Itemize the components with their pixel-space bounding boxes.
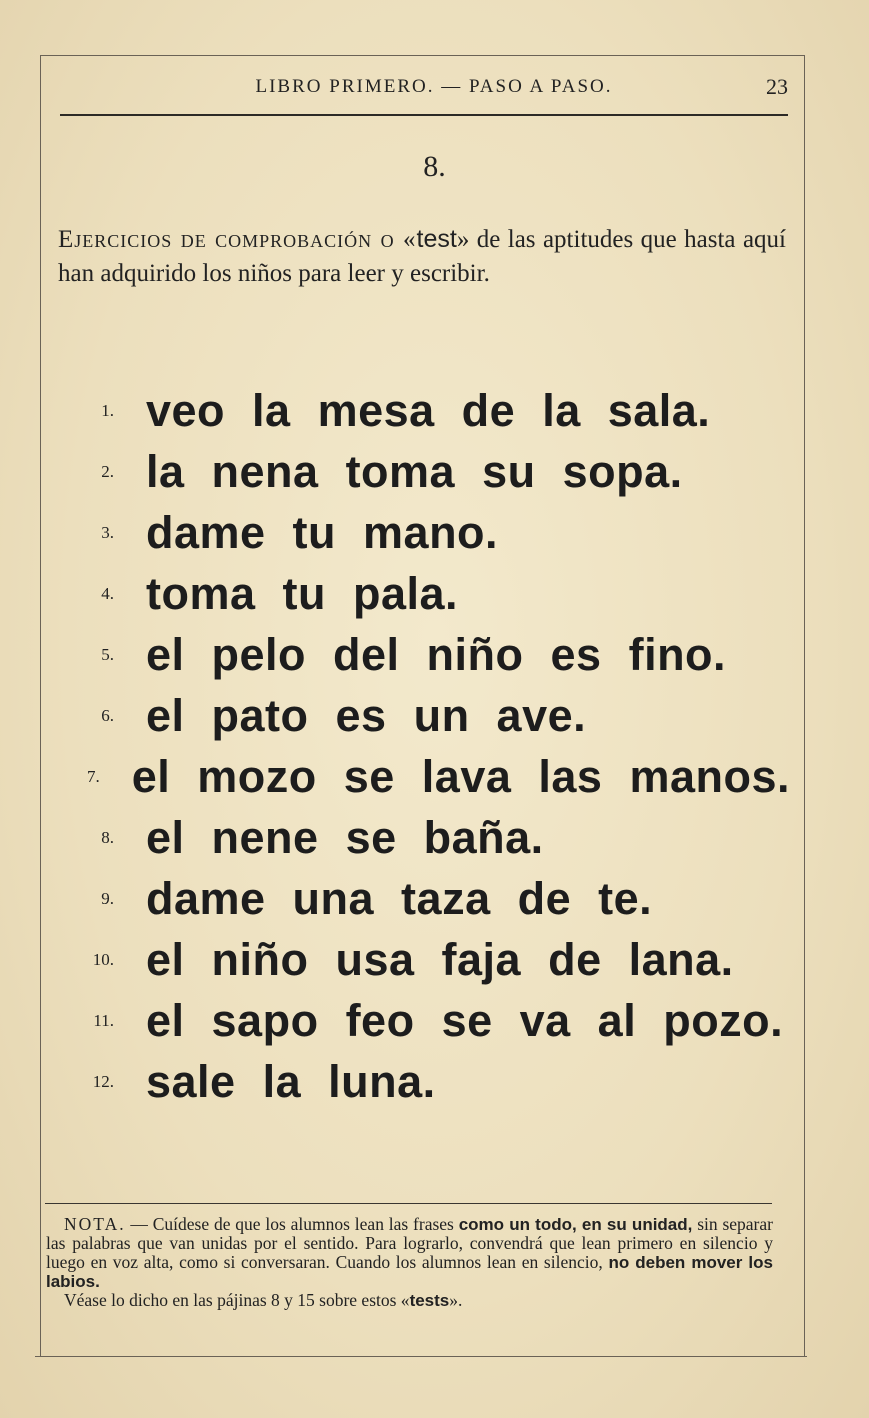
note-label: NOTA. [64, 1214, 126, 1234]
exercise-number: 11. [93, 1010, 114, 1030]
exercise-number: 8. [101, 827, 114, 847]
note-text: — Cuídese de que los alumnos lean las frases [125, 1214, 459, 1234]
note-text: sin separar las palabras que van unidas por el sentido. Para lograrlo, convendrá que lean primero en silencio y luego en voz alta, como si conversaran. Cuando los alumnos lean en silencio, [46, 1214, 773, 1272]
intro-rest: » de las aptitudes que hasta aquí han adquirido los niños para leer y escribir. [58, 226, 786, 287]
exercise-number: 4. [101, 583, 114, 603]
exercise-sentence: dame una taza de te. [146, 872, 653, 924]
running-title: LIBRO PRIMERO. — PASO A PASO. [255, 76, 613, 97]
exercise-row [70, 685, 790, 746]
exercise-sentence: sale la luna. [146, 1055, 436, 1107]
frame-bottom-rule [35, 1356, 807, 1357]
exercise-row [70, 563, 790, 624]
exercise-sentence: el pelo del niño es fino. [146, 628, 727, 680]
exercise-number: 1. [101, 400, 114, 420]
exercise-row [70, 990, 790, 1051]
intro-small-caps: Ejercicios de comprobación o « [58, 226, 417, 253]
exercise-row [70, 929, 790, 990]
intro-test-word: test [416, 225, 457, 253]
footnote [46, 1215, 773, 1310]
note-bold-text: como un todo, en su unidad, [458, 1215, 693, 1234]
exercise-sentence: dame tu mano. [146, 506, 499, 558]
running-header [60, 72, 788, 102]
intro-paragraph [58, 222, 786, 291]
note-bold-text: tests [409, 1291, 450, 1310]
exercise-row [70, 380, 790, 441]
note-text: ». [449, 1290, 463, 1310]
exercise-number: 7. [86, 766, 100, 786]
exercise-row [70, 807, 790, 868]
exercise-sentence: el niño usa faja de lana. [146, 933, 734, 985]
exercise-number: 3. [101, 522, 114, 542]
exercise-number: 5. [101, 644, 114, 664]
exercise-row [70, 746, 790, 807]
exercise-number: 10. [92, 949, 114, 969]
header-rule [60, 114, 788, 116]
page-number: 23 [766, 74, 788, 99]
exercise-sentence: el pato es un ave. [146, 689, 587, 741]
exercise-sentence: el mozo se lava las manos. [131, 750, 790, 802]
exercise-row [70, 624, 790, 685]
note-bold-text: no deben mover los labios. [46, 1253, 773, 1291]
exercise-sentence: toma tu pala. [146, 567, 459, 619]
exercise-number: 12. [92, 1071, 114, 1091]
exercise-row [70, 1051, 790, 1112]
exercise-number: 6. [101, 705, 114, 725]
exercise-sentence: veo la mesa de la sala. [146, 384, 711, 436]
exercise-number: 2. [101, 461, 114, 481]
exercise-row [70, 441, 790, 502]
exercise-list [70, 380, 790, 1112]
section-number: 8. [423, 150, 446, 183]
note-rule [45, 1203, 772, 1204]
note-text: Véase lo dicho en las pájinas 8 y 15 sobre estos « [64, 1290, 410, 1310]
exercise-row [70, 868, 790, 929]
exercise-row [70, 502, 790, 563]
exercise-sentence: la nena toma su sopa. [146, 445, 683, 497]
exercise-sentence: el nene se baña. [146, 811, 544, 863]
exercise-sentence: el sapo feo se va al pozo. [146, 994, 784, 1046]
exercise-number: 9. [101, 888, 114, 908]
